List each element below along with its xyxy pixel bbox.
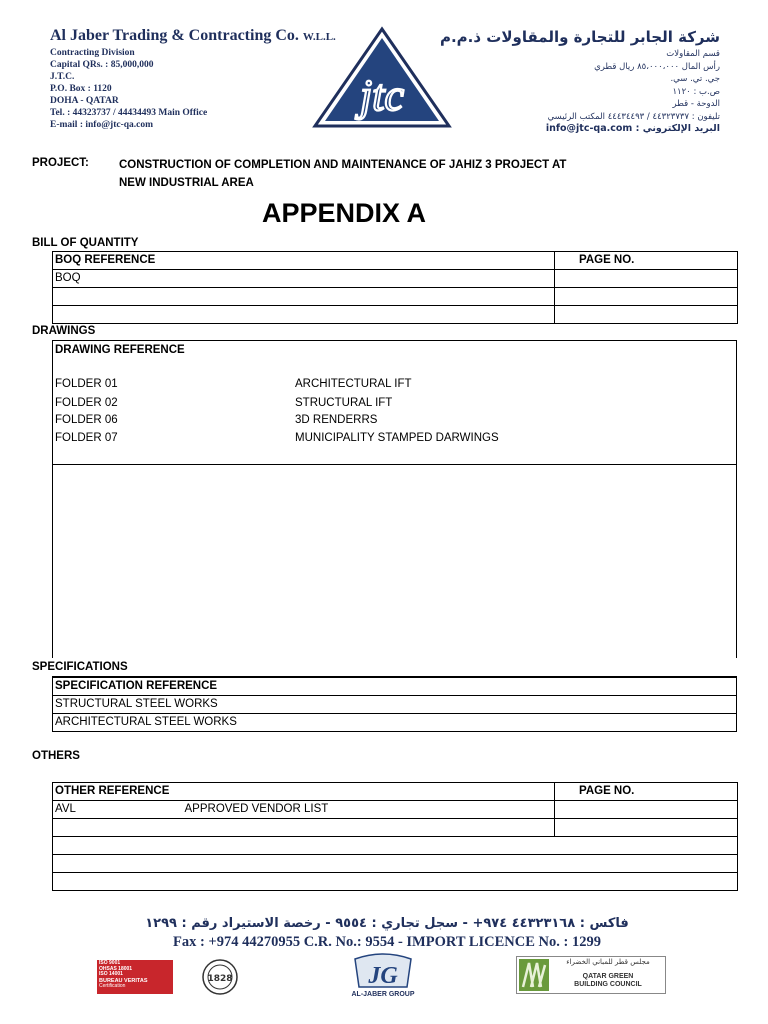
table-row [53,837,738,855]
other-empty-cell [53,855,738,873]
drawing-desc: 3D RENDERRS [295,414,378,426]
other-ref-header: OTHER REFERENCE [53,783,555,801]
drawing-folder: FOLDER 06 [55,414,118,426]
other-ref-cell: AVL [53,801,183,819]
ar-city-line: الدوحة - قطر [672,99,720,109]
svg-text:AL-JABER GROUP: AL-JABER GROUP [351,991,415,998]
ar-email-line: info@jtc-qa.com : البريد الإلكتروني [545,123,720,134]
company-header-ar [420,26,720,136]
drawings-box [52,340,737,658]
other-page-cell [555,801,738,819]
qatar-green-building-council-logo: مجلس قطر للمباني الخضراء QATAR GREEN BUILDING COUNCIL [516,956,666,994]
drawing-desc: MUNICIPALITY STAMPED DARWINGS [295,432,499,444]
ar-tel-line: تليفون : ٤٤٣٢٣٧٣٧ / ٤٤٤٣٤٤٩٣ المكتب الرئيسي [547,111,720,122]
spec-ref-cell: ARCHITECTURAL STEEL WORKS [53,713,737,731]
table-row [53,288,738,306]
table-row [53,819,738,837]
project-description [119,156,566,192]
boq-table [52,251,738,324]
certification-box: ISO 9001 OHSAS 18001 ISO 14001 BUREAU VERITAS Certification [97,960,173,994]
table-row [53,801,738,819]
ar-pobox-line: ص.ب : ١١٢٠ [672,86,720,97]
leaf-icon [519,959,549,991]
drawing-ref-header: DRAWING REFERENCE [55,344,185,356]
other-desc-cell [183,819,555,837]
drawing-desc: STRUCTURAL IFT [295,397,393,409]
project-line-1: CONSTRUCTION OF COMPLETION AND MAINTENANCE OF JAHIZ 3 PROJECT AT [119,159,567,171]
svg-text:1828: 1828 [207,974,233,984]
spec-ref-cell: STRUCTURAL STEEL WORKS [53,695,737,713]
svg-text:JG: JG [368,963,398,989]
ar-division-line: قسم المقاولات [666,49,720,59]
boq-ref-cell [53,288,555,306]
boq-ref-header: BOQ REFERENCE [53,252,555,270]
capital-line: Capital QRs. : 85,000,000 [50,60,154,70]
project-label: PROJECT: [32,157,89,169]
boq-section-title: BILL OF QUANTITY [32,237,139,249]
other-ref-cell [53,819,183,837]
division-line: Contracting Division [50,48,135,58]
other-page-cell [555,819,738,837]
boq-page-cell [555,288,738,306]
specifications-table [52,676,737,732]
logo-text: jtc [360,71,404,120]
drawing-folder: FOLDER 01 [55,378,118,390]
table-header-row [53,677,737,695]
table-row [53,873,738,891]
drawings-section-title: DRAWINGS [32,325,96,337]
company-header-en [50,26,350,131]
specifications-section-title: SPECIFICATIONS [32,661,128,673]
pobox-line: P.O. Box : 1120 [50,84,112,94]
drawing-folder: FOLDER 07 [55,432,118,444]
table-row [53,270,738,288]
drawings-divider [53,464,736,465]
footer-arabic-line: فاكس : ٤٤٣٢٣١٦٨ ٩٧٤+ - سجل تجاري : ٩٥٥٤ - رخصة الاستيراد رقم : ١٢٩٩ [145,916,629,931]
others-section-title: OTHERS [32,750,80,762]
boq-page-header: PAGE NO. [555,252,738,270]
project-line-2: NEW INDUSTRIAL AREA [119,177,254,189]
drawing-folder: FOLDER 02 [55,397,118,409]
city-line: DOHA - QATAR [50,96,119,106]
tel-line: Tel. : 44323737 / 44434493 Main Office [50,108,208,118]
others-table [52,782,738,891]
bv-seal-icon [201,958,239,996]
company-name-en: Al Jaber Trading & Contracting Co. W.L.L. [50,27,336,44]
table-header-row [53,783,738,801]
jtc-line: J.T.C. [50,72,75,82]
footer-english-line: Fax : +974 44270955 C.R. No.: 9554 - IMPORT LICENCE No. : 1299 [173,934,601,950]
page-title: APPENDIX A [262,198,427,228]
bureau-veritas-logo [97,960,243,994]
spec-ref-header: SPECIFICATION REFERENCE [53,677,737,695]
company-name-ar: شركة الجابر للتجارة والمقاولات ذ.م.م [439,28,720,46]
ar-capital-line: رأس المال ٨٥،٠٠٠،٠٠٠ ريال قطري [594,61,720,72]
al-jaber-group-logo [335,953,431,999]
other-empty-cell [53,837,738,855]
boq-page-cell [555,306,738,324]
boq-page-cell [555,270,738,288]
drawing-desc: ARCHITECTURAL IFT [295,378,412,390]
table-row [53,306,738,324]
boq-ref-cell [53,306,555,324]
other-empty-cell [53,873,738,891]
ar-jtc-line: جي. تي. سي. [670,74,720,84]
email-line: E-mail : info@jtc-qa.com [50,120,154,130]
table-row [53,713,737,731]
other-page-header: PAGE NO. [555,783,738,801]
boq-ref-cell: BOQ [53,270,555,288]
table-row [53,695,737,713]
other-desc-cell: APPROVED VENDOR LIST [183,801,555,819]
table-row [53,855,738,873]
table-header-row [53,252,738,270]
